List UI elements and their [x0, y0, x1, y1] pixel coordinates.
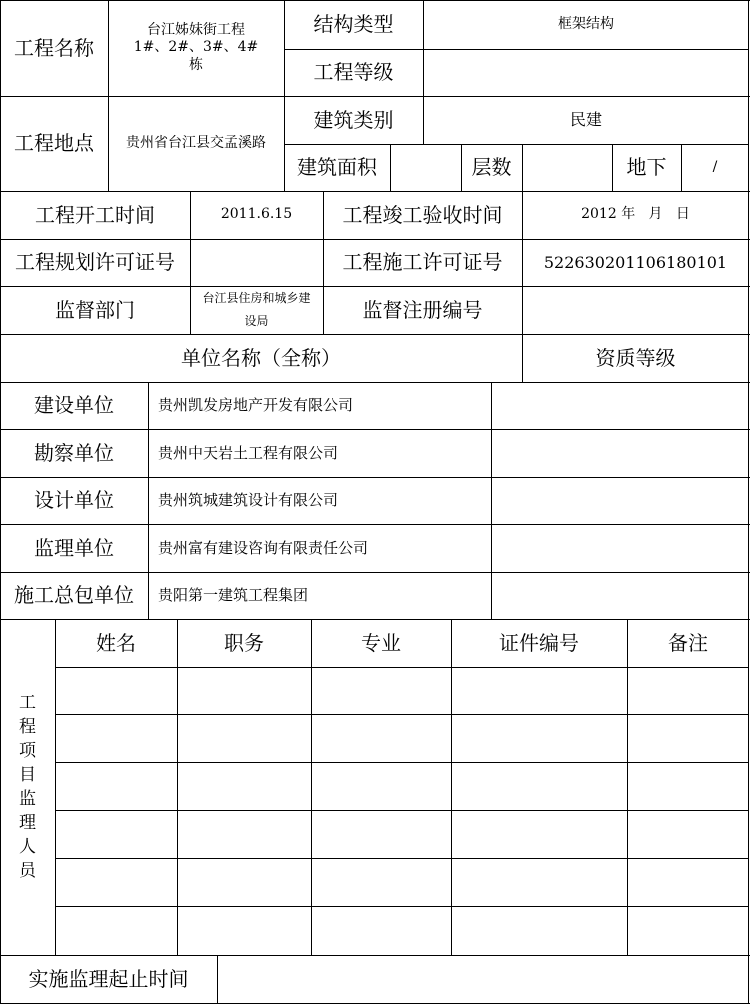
completion-date-value: 2012 年 月 日 [581, 206, 690, 223]
supervision-reg-value [522, 286, 749, 334]
design-unit-qualification [491, 477, 749, 524]
grade-value [423, 49, 749, 96]
construction-permit-value: 522630201106180101 [543, 252, 728, 272]
developer-name: 贵州凯发房地产开发有限公司 [158, 396, 354, 415]
qualification-header: 资质等级 [595, 345, 676, 370]
personnel-side-label: 工 程 项 目 监 理 人 员 [19, 693, 36, 881]
area-label: 建筑面积 [297, 155, 377, 179]
survey-unit-name: 贵州中天岩土工程有限公司 [158, 443, 339, 462]
general-contractor-name: 贵阳第一建筑工程集团 [158, 586, 309, 605]
col-certificate-header: 证件编号 [499, 630, 579, 655]
supervision-period-label: 实施监理起止时间 [28, 966, 189, 991]
design-unit-name: 贵州筑城建筑设计有限公司 [158, 491, 339, 510]
area-value [390, 144, 461, 191]
supervision-unit-name: 贵州富有建设咨询有限责任公司 [158, 538, 369, 557]
construction-permit-label: 工程施工许可证号 [342, 250, 503, 274]
completion-date-label: 工程竣工验收时间 [342, 202, 503, 227]
col-name-header: 姓名 [96, 630, 136, 655]
col-remarks-header: 备注 [668, 630, 708, 655]
survey-unit-qualification [491, 429, 749, 477]
structure-type-value: 框架结构 [558, 15, 614, 32]
planning-permit-label: 工程规划许可证号 [15, 250, 175, 274]
floors-label: 层数 [471, 155, 512, 179]
supervision-unit-qualification [491, 524, 749, 572]
general-contractor-qualification [491, 572, 749, 619]
structure-type-label: 结构类型 [313, 12, 394, 36]
floors-value [522, 144, 612, 191]
underground-label: 地下 [626, 155, 667, 179]
project-name-label: 工程名称 [14, 35, 94, 60]
underground-value: / [712, 158, 718, 175]
project-location-value: 贵州省台江县交孟溪路 [126, 134, 266, 151]
start-date-value: 2011.6.15 [220, 206, 293, 223]
general-contractor-label: 施工总包单位 [14, 583, 134, 607]
building-category-label: 建筑类别 [313, 107, 394, 132]
supervision-unit-label: 监理单位 [34, 535, 114, 560]
col-specialty-header: 专业 [361, 630, 401, 655]
supervision-dept-label: 监督部门 [55, 297, 135, 322]
design-unit-label: 设计单位 [34, 488, 114, 512]
start-date-label: 工程开工时间 [35, 202, 155, 227]
survey-unit-label: 勘察单位 [34, 440, 114, 465]
project-location-label: 工程地点 [14, 131, 94, 155]
unit-name-header: 单位名称（全称） [181, 345, 341, 370]
supervision-reg-label: 监督注册编号 [362, 297, 483, 322]
developer-qualification [491, 382, 749, 429]
building-category-value: 民建 [569, 110, 602, 129]
developer-label: 建设单位 [34, 393, 114, 417]
grade-label: 工程等级 [313, 60, 394, 84]
col-position-header: 职务 [224, 630, 264, 655]
supervision-period-value [217, 955, 749, 1003]
project-name-value: 台江姊妹街工程 1#、2#、3#、4#栋 [133, 21, 259, 73]
planning-permit-value [190, 239, 323, 286]
supervision-dept-value: 台江县住房和城乡建设局 [202, 291, 311, 328]
